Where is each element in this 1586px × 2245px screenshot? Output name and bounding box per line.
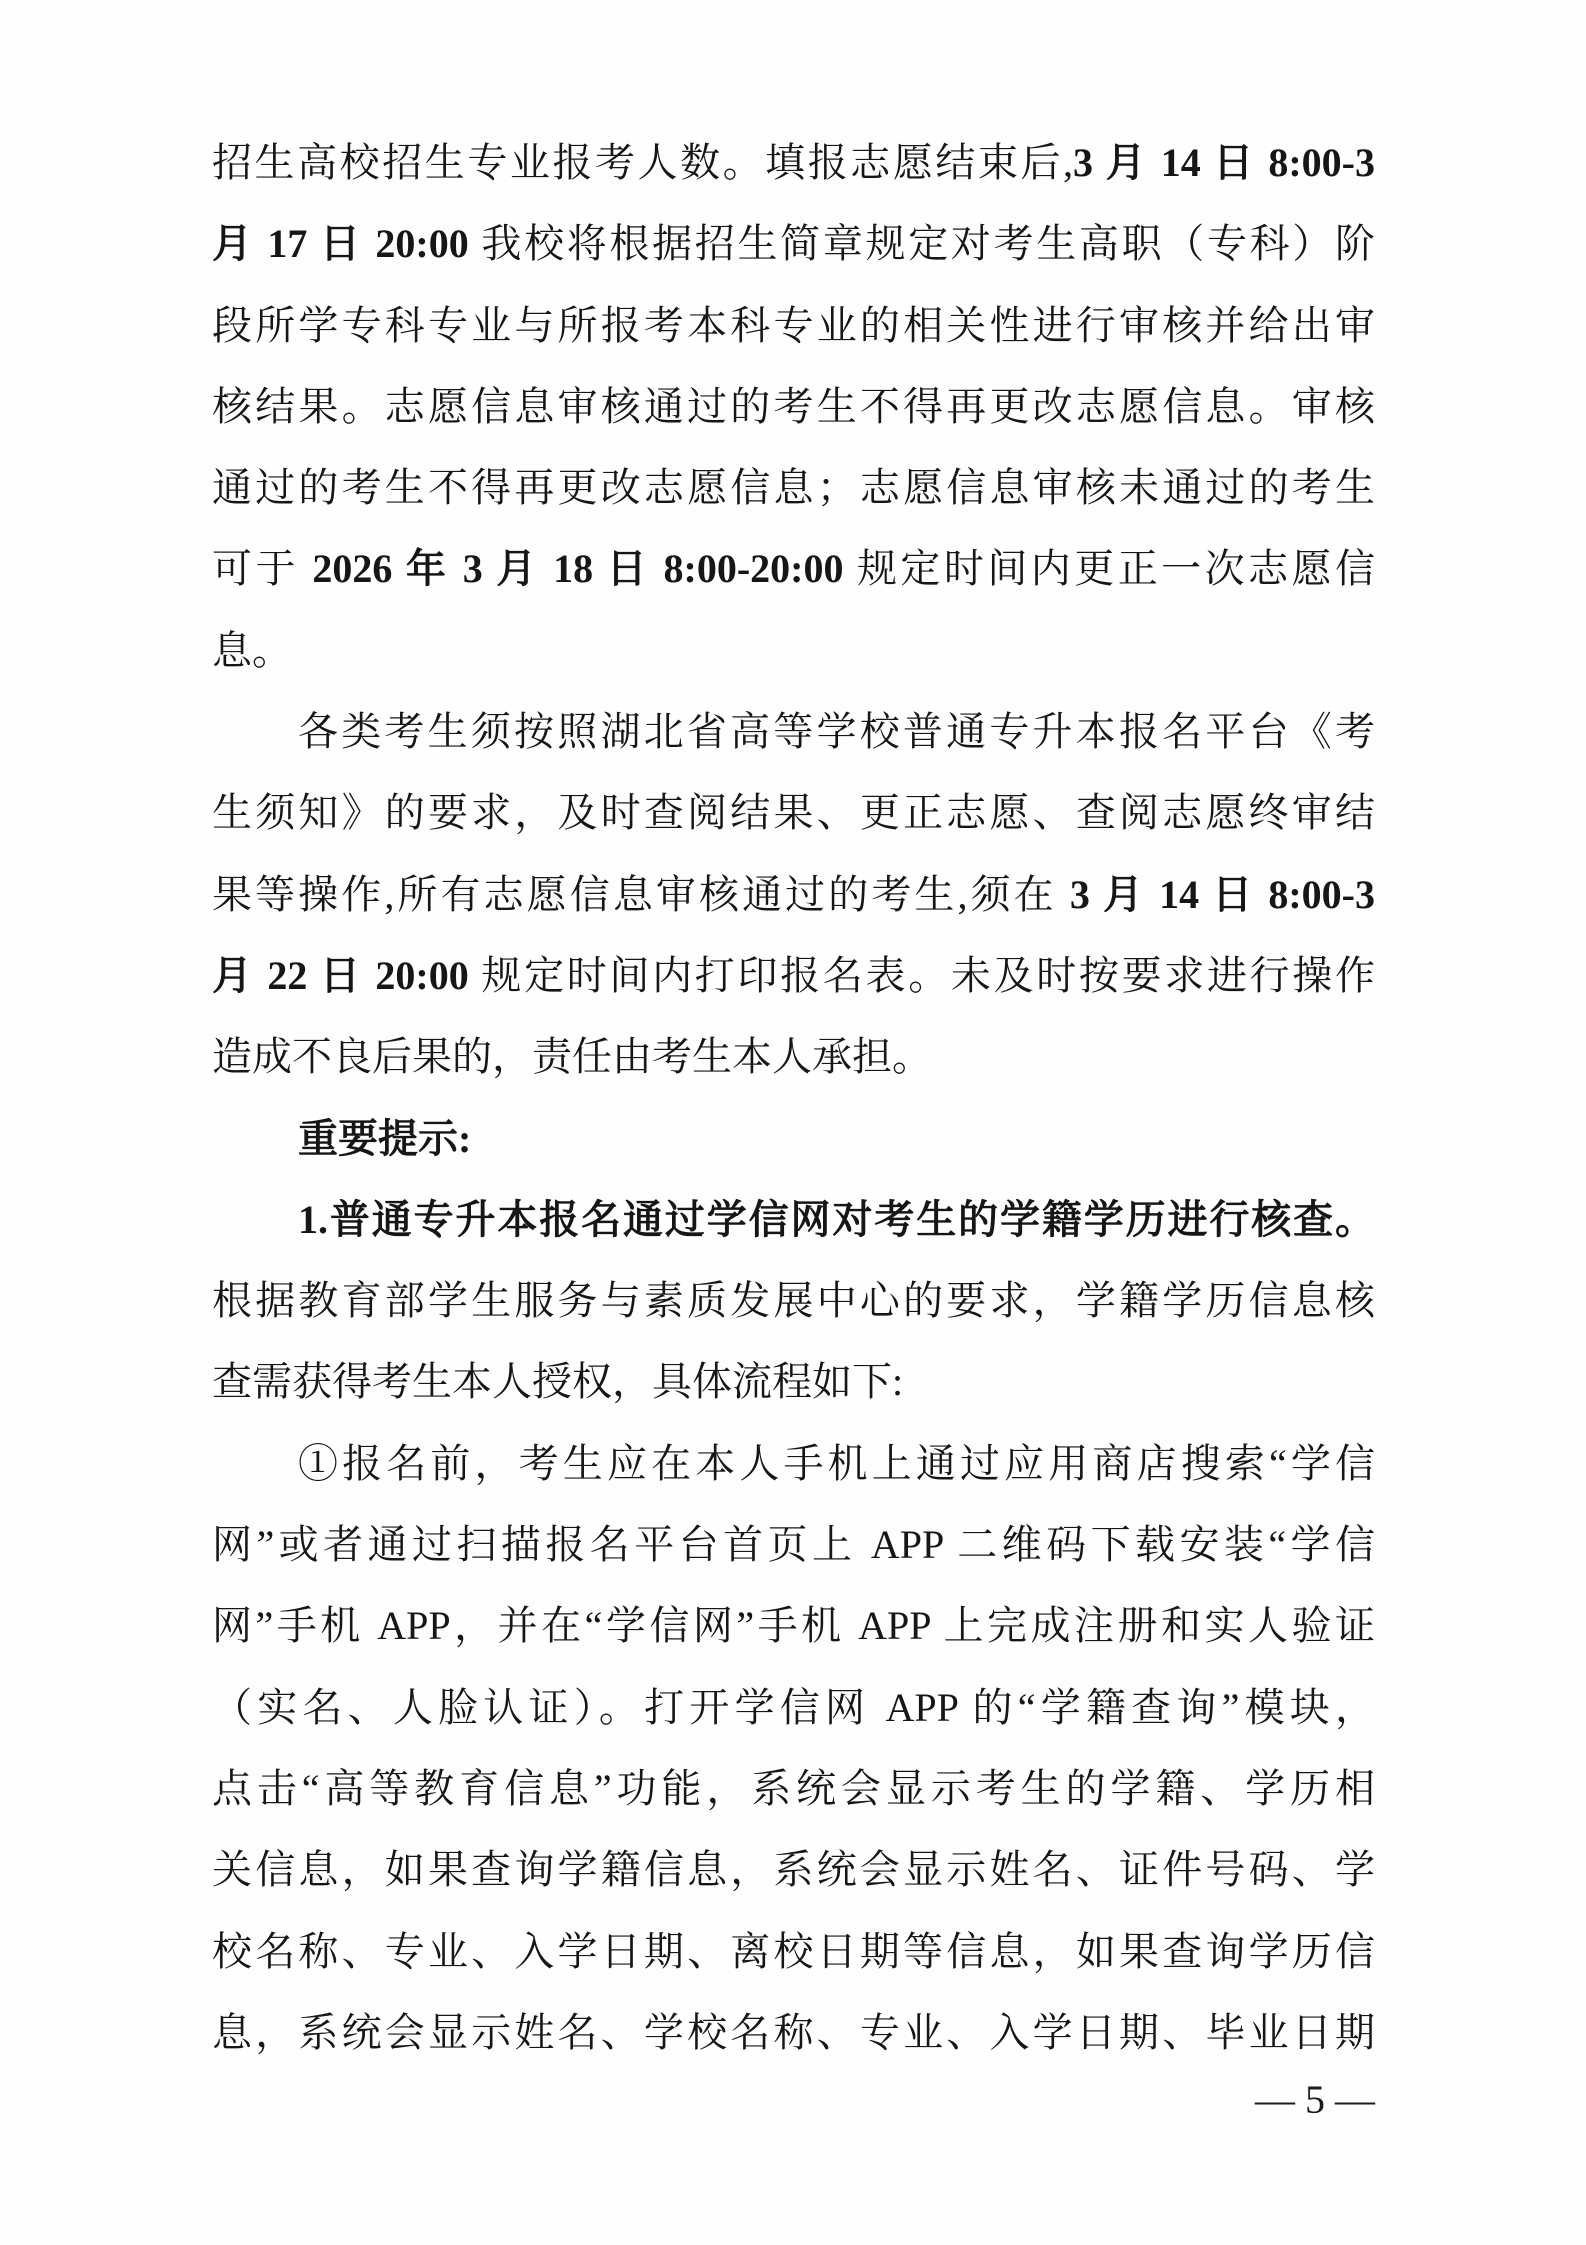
text-line <box>212 1911 1375 1992</box>
bold-text-segment: 1.普通专升本报名通过学信网对考生的学籍学历进行核查。 <box>298 1196 1375 1242</box>
text-line <box>212 447 1375 528</box>
text-line <box>212 1585 1375 1666</box>
text-segment: 可于 <box>212 546 313 592</box>
bold-text-segment: 3 月 14 日 8:00-3 <box>1073 140 1376 185</box>
text-line <box>212 1423 1375 1504</box>
text-segment: 校名称、专业、入学日期、离校日期等信息，如果查询学历信 <box>212 1928 1375 1974</box>
text-segment: 网”手机 APP，并在“学信网”手机 APP 上完成注册和实人验证 <box>212 1603 1375 1649</box>
text-line <box>212 285 1375 366</box>
text-segment: 根据教育部学生服务与素质发展中心的要求，学籍学历信息核 <box>212 1278 1375 1324</box>
text-line <box>212 1748 1375 1829</box>
text-line <box>212 1341 1375 1422</box>
text-segment: 造成不良后果的，责任由考生本人承担。 <box>212 1034 932 1080</box>
text-segment: 通过的考生不得再更改志愿信息；志愿信息审核未通过的考生 <box>212 465 1375 511</box>
text-segment: 生须知》的要求，及时查阅结果、更正志愿、查阅志愿终审结 <box>212 790 1375 836</box>
bold-text-segment: 重要提示: <box>298 1115 472 1161</box>
bold-text-segment: 3 月 14 日 8:00-3 <box>1069 871 1376 917</box>
text-line <box>212 772 1375 853</box>
text-segment: 段所学专科专业与所报考本科专业的相关性进行审核并给出审 <box>212 302 1375 348</box>
text-segment: （实名、人脸认证）。打开学信网 APP 的“学籍查询”模块， <box>212 1684 1375 1730</box>
document-lines <box>212 122 1375 2073</box>
text-line <box>212 1504 1375 1585</box>
text-segment: 规定时间内更正一次志愿信 <box>843 546 1376 592</box>
bold-text-segment: 月 22 日 20:00 <box>212 952 469 998</box>
text-line <box>212 366 1375 447</box>
text-line <box>212 935 1375 1016</box>
text-segment: 关信息，如果查询学籍信息，系统会显示姓名、证件号码、学 <box>212 1847 1375 1893</box>
text-segment: 息，系统会显示姓名、学校名称、专业、入学日期、毕业日期 <box>212 2009 1375 2055</box>
text-segment: 查需获得考生本人授权，具体流程如下: <box>212 1359 904 1405</box>
text-line <box>212 122 1375 203</box>
text-line <box>212 203 1375 284</box>
page-number: — 5 — <box>1255 2077 1375 2122</box>
text-segment: 我校将根据招生简章规定对考生高职（专科）阶 <box>468 221 1375 267</box>
text-segment: 各类考生须按照湖北省高等学校普通专升本报名平台《考 <box>298 709 1375 755</box>
text-line <box>212 854 1375 935</box>
text-segment: 果等操作,所有志愿信息审核通过的考生,须在 <box>212 871 1070 917</box>
text-line <box>212 1260 1375 1341</box>
bold-text-segment: 月 17 日 20:00 <box>212 221 469 267</box>
text-line <box>212 1667 1375 1748</box>
text-segment: 点击“高等教育信息”功能，系统会显示考生的学籍、学历相 <box>212 1765 1375 1811</box>
text-segment: 规定时间内打印报名表。未及时按要求进行操作 <box>468 952 1375 998</box>
text-line <box>212 1016 1375 1097</box>
text-line <box>212 1179 1375 1260</box>
text-line <box>212 1829 1375 1910</box>
text-line <box>212 691 1375 772</box>
text-segment: 网”或者通过扫描报名平台首页上 APP 二维码下载安装“学信 <box>212 1522 1375 1568</box>
text-segment: ①报名前，考生应在本人手机上通过应用商店搜索“学信 <box>298 1440 1375 1486</box>
text-segment: 息。 <box>212 627 292 673</box>
text-line <box>212 1098 1375 1179</box>
text-line <box>212 528 1375 609</box>
text-line <box>212 610 1375 691</box>
text-segment: 招生高校招生专业报考人数。填报志愿结束后, <box>212 140 1074 185</box>
bold-text-segment: 2026 年 3 月 18 日 8:00-20:00 <box>312 546 844 592</box>
text-segment: 核结果。志愿信息审核通过的考生不得再更改志愿信息。审核 <box>212 383 1375 429</box>
text-line <box>212 1992 1375 2073</box>
